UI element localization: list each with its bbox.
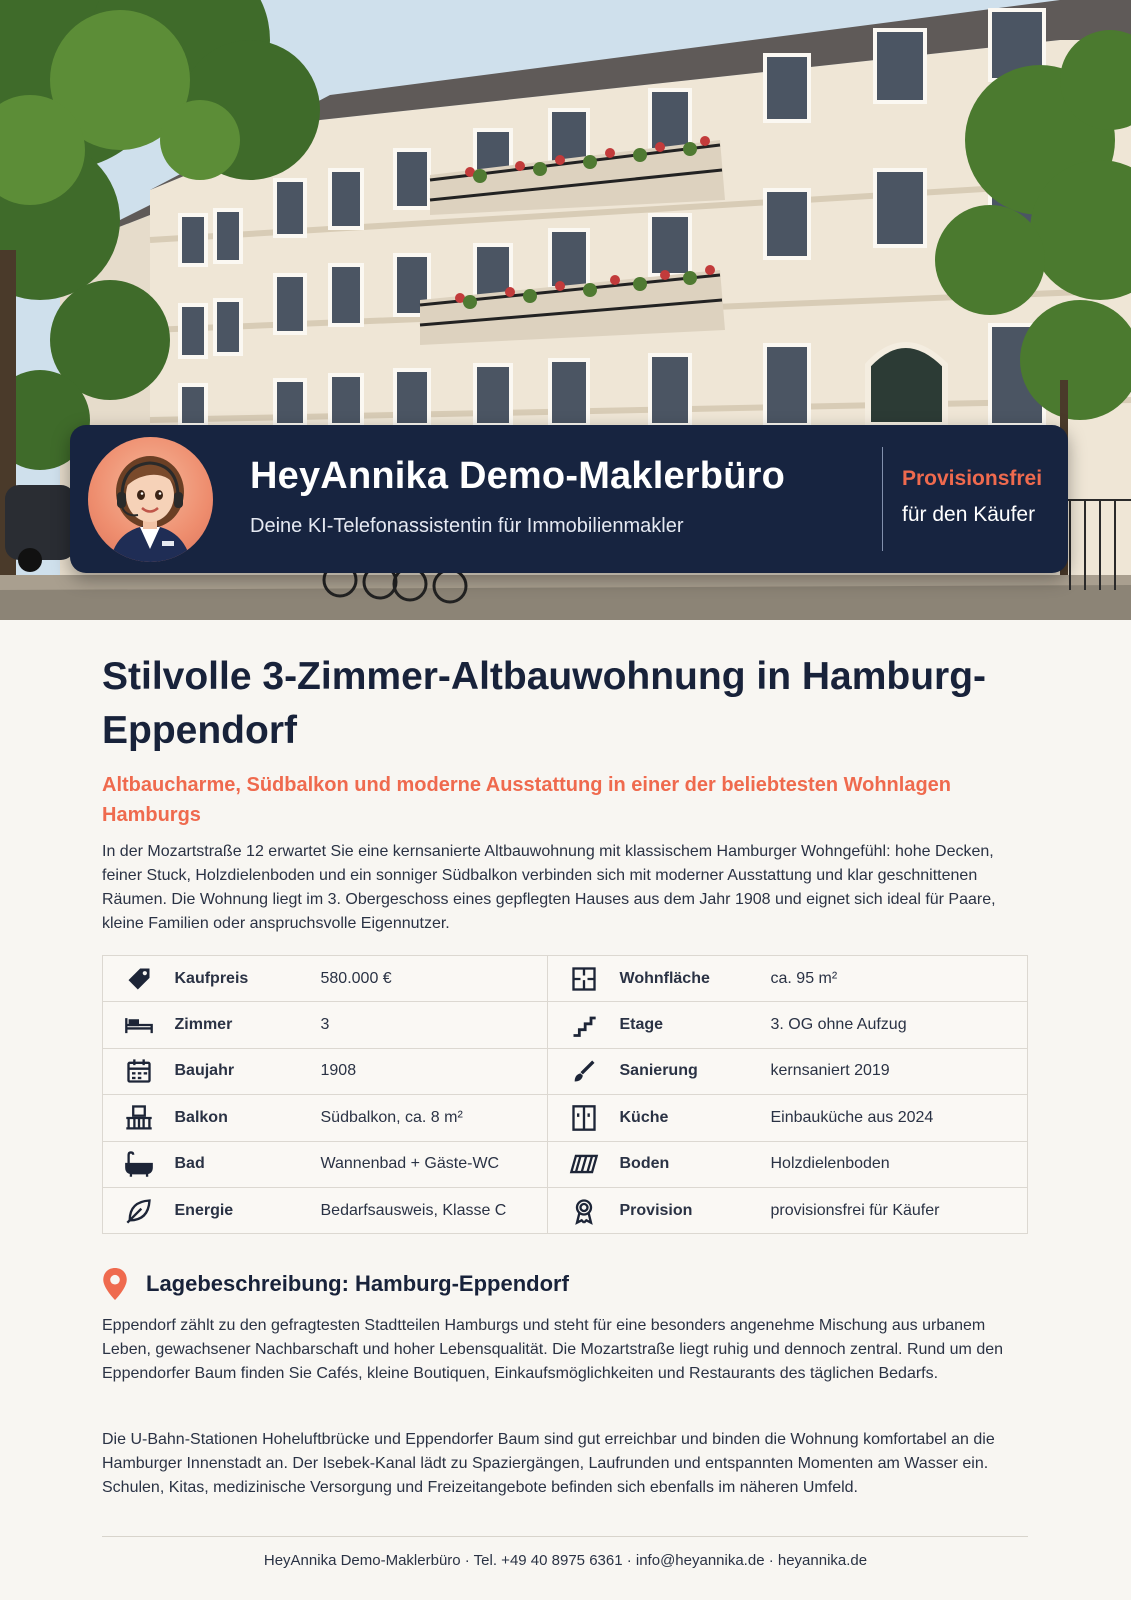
fact-label: Balkon bbox=[175, 1095, 321, 1141]
fact-label: Kaufpreis bbox=[174, 969, 249, 987]
location-paragraph-1: Eppendorf zählt zu den gefragtesten Stadtteilen Hamburgs und steht für eine besonders angenehme Mischung aus urbanem Leben, gewachsener Nachbarschaft und hoher Lebensqualität. Die Mozartstraße liegt ruhig und dennoch zentral. Rund um den Eppendorfer Baum finden Sie Cafés, kleine Boutiquen, Einkaufsmöglichkeiten und Restaurants des täglichen Bedarfs. bbox=[102, 1317, 1004, 1382]
fact-value: Einbauküche aus 2024 bbox=[771, 1095, 1028, 1141]
listing-intro: In der Mozartstraße 12 erwartet Sie eine kernsanierte Altbauwohnung mit klassischem Hamburger Wohngefühl: hohe Decken, feiner Stuck, Holzdielenboden und ein sonniger Südbalkon verbinden sich mit moderner Ausstattung und klar geschnittenen Räumen. Die Wohnung liegt im 3. Obergeschoss eines gepflegten Hauses aus dem Jahr 1908 und eignet sich ideal für Paare, kleine Familien oder anspruchsvolle Eigennutzer. bbox=[102, 843, 996, 932]
fact-value: Bedarfsausweis, Klasse C bbox=[321, 1187, 548, 1233]
fact-value: 3. OG ohne Aufzug bbox=[771, 1002, 1028, 1048]
location-pin-icon bbox=[102, 1268, 128, 1300]
balcony-icon bbox=[103, 1095, 175, 1141]
table-row bbox=[103, 1002, 1028, 1048]
listing-title: Stilvolle 3-Zimmer-Altbauwohnung in Hamburg-Eppendorf bbox=[102, 655, 987, 752]
fact-value: Südbalkon, ca. 8 m² bbox=[321, 1095, 548, 1141]
fact-label: Bad bbox=[175, 1141, 321, 1187]
footer-divider bbox=[102, 1536, 1028, 1537]
bathtub-icon bbox=[103, 1141, 175, 1187]
avatar bbox=[88, 437, 213, 562]
property-facts-table bbox=[102, 955, 1028, 1234]
price-tag-icon bbox=[103, 956, 175, 1002]
listing-header bbox=[102, 650, 1028, 936]
calendar-icon bbox=[103, 1048, 175, 1094]
leaf-icon bbox=[103, 1187, 175, 1233]
fact-value: provisionsfrei für Käufer bbox=[771, 1187, 1028, 1233]
agency-banner bbox=[70, 425, 1068, 573]
fact-value: 1908 bbox=[321, 1048, 548, 1094]
paintbrush-icon bbox=[548, 1048, 620, 1094]
fact-value: 3 bbox=[321, 1002, 548, 1048]
fact-value: 580.000 € bbox=[320, 969, 392, 987]
award-icon bbox=[548, 1187, 620, 1233]
agency-name: HeyAnnika Demo-Maklerbüro bbox=[250, 455, 786, 497]
table-row bbox=[103, 1048, 1028, 1094]
listing-subtitle: Altbaucharme, Südbalkon und moderne Ausstattung in einer der beliebtesten Wohnlagen Hamburgs bbox=[102, 774, 951, 826]
table-row bbox=[103, 956, 1028, 1002]
stairs-icon bbox=[548, 1002, 620, 1048]
assistant-avatar-icon bbox=[88, 437, 213, 562]
bed-icon bbox=[103, 1002, 175, 1048]
fact-label: Provision bbox=[620, 1187, 771, 1233]
commission-badge-title: Provisionsfrei bbox=[902, 467, 1043, 490]
commission-badge-subtitle: für den Käufer bbox=[902, 503, 1036, 526]
fact-value: ca. 95 m² bbox=[770, 969, 838, 987]
agency-tagline: Deine KI-Telefonassistentin für Immobilienmakler bbox=[250, 515, 684, 537]
banner-divider bbox=[882, 447, 883, 551]
floor-plan-icon bbox=[548, 956, 620, 1002]
fact-label: Wohnfläche bbox=[619, 969, 710, 987]
kitchen-icon bbox=[548, 1095, 620, 1141]
fact-value: Wannenbad + Gäste-WC bbox=[321, 1141, 548, 1187]
hero-photo bbox=[0, 0, 1131, 620]
fact-label: Baujahr bbox=[175, 1048, 321, 1094]
location-paragraph-2: Die U-Bahn-Stationen Hoheluftbrücke und Eppendorfer Baum sind gut erreichbar und binden die Wohnung komfortabel an die Hamburger Innenstadt an. Der Isebek-Kanal lädt zu Spaziergängen, Laufrunden und entspannten Momenten am Wasser ein. Schulen, Kitas, medizinische Versorgung und Freizeitangebote befinden sich ebenfalls im näheren Umfeld. bbox=[102, 1431, 995, 1496]
fact-label: Energie bbox=[175, 1187, 321, 1233]
table-row bbox=[103, 1095, 1028, 1141]
table-row bbox=[103, 1187, 1028, 1233]
location-title: Lagebeschreibung: Hamburg-Eppendorf bbox=[146, 1271, 569, 1296]
fact-label: Küche bbox=[620, 1095, 771, 1141]
fact-label: Etage bbox=[620, 1002, 771, 1048]
fact-label: Boden bbox=[620, 1141, 771, 1187]
contact-footer: HeyAnnika Demo-Maklerbüro · Tel. +49 40 8975 6361 · info@heyannika.de · heyannika.de bbox=[263, 1552, 868, 1569]
location-heading bbox=[102, 1268, 569, 1300]
fact-value: Holzdielenboden bbox=[771, 1141, 1028, 1187]
fact-label: Sanierung bbox=[620, 1048, 771, 1094]
fact-label: Zimmer bbox=[175, 1002, 321, 1048]
fact-value: kernsaniert 2019 bbox=[771, 1048, 1028, 1094]
floorboards-icon bbox=[548, 1141, 620, 1187]
table-row bbox=[103, 1141, 1028, 1187]
